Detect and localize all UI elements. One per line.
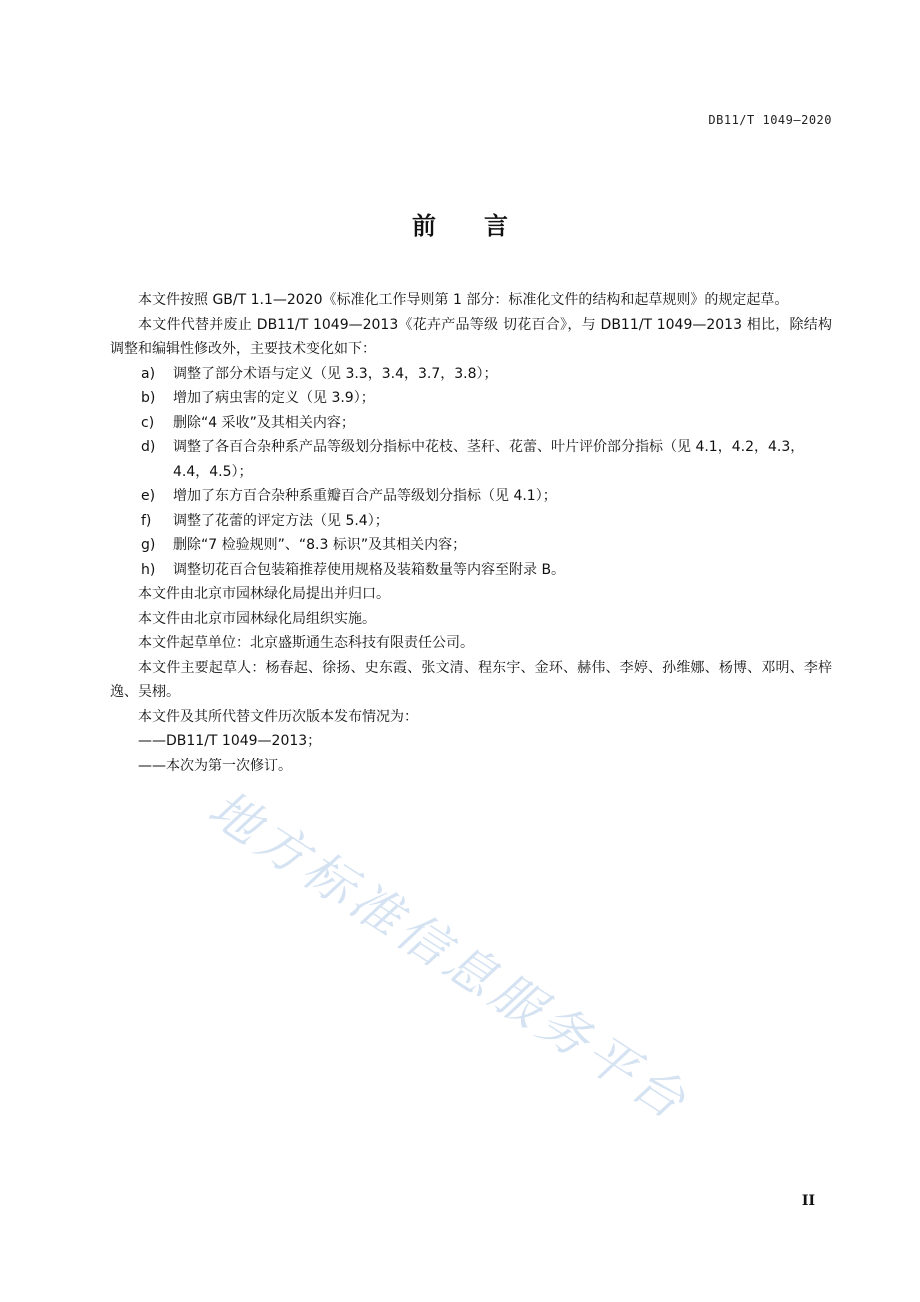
- page-title: [0, 206, 920, 241]
- foreword-body: [110, 288, 832, 778]
- changes-list: [110, 362, 832, 583]
- list-item-text: 增加了病虫害的定义（见 3.9）；: [173, 390, 375, 406]
- document-code: DB11/T 1049—2020: [708, 113, 832, 127]
- list-item-text: 调整了花蕾的评定方法（见 5.4）；: [173, 512, 389, 529]
- list-item: [110, 411, 832, 436]
- paragraph-drafters: 本文件主要起草人：杨春起、徐扬、史东霞、张文清、程东宇、金环、赫伟、李婷、孙维娜、杨博、邓明、李梓逸、吴栩。: [110, 659, 832, 700]
- title-char-2: 言: [484, 212, 508, 240]
- history-item: ——DB11/T 1049—2013；: [138, 733, 322, 749]
- list-marker: d): [141, 439, 156, 455]
- paragraph-drafting-unit: 本文件起草单位：北京盛斯通生态科技有限责任公司。: [138, 635, 474, 651]
- paragraph-implementer: 本文件由北京市园林绿化局组织实施。: [138, 610, 376, 627]
- list-item-text: 调整切花百合包装箱推荐使用规格及装箱数量等内容至附录 B。: [173, 561, 566, 578]
- list-item-text: 增加了东方百合杂种系重瓣百合产品等级划分指标（见 4.1）；: [173, 488, 557, 504]
- watermark-text: 地方标准信息服务平台: [198, 779, 700, 1133]
- list-item: [110, 435, 832, 484]
- list-item: [110, 533, 832, 558]
- list-item-text: 调整了各百合杂种系产品等级划分指标中花枝、茎秆、花蕾、叶片评价部分指标（见 4.1，4.2，4.3，4.4，4.5）；: [173, 439, 805, 480]
- list-marker: c): [141, 414, 155, 431]
- list-marker: b): [141, 390, 156, 406]
- paragraph-drafting-basis: 本文件按照 GB/T 1.1—2020《标准化工作导则第 1 部分：标准化文件的结构和起草规则》的规定起草。: [138, 292, 789, 308]
- list-marker: e): [141, 488, 156, 504]
- list-item-text: 调整了部分术语与定义（见 3.3，3.4，3.7，3.8）；: [173, 365, 498, 382]
- paragraph-replacement: 本文件代替并废止 DB11/T 1049—2013《花卉产品等级 切花百合》，与 DB11/T 1049—2013 相比，除结构调整和编辑性修改外，主要技术变化如下：: [110, 316, 832, 357]
- page-number: II: [801, 1193, 815, 1209]
- list-item: [110, 558, 832, 583]
- list-item: [110, 484, 832, 509]
- list-marker: a): [141, 365, 156, 382]
- title-char-1: 前: [412, 212, 436, 240]
- history-item: ——本次为第一次修订。: [138, 757, 292, 774]
- list-marker: f): [141, 512, 152, 529]
- list-item-text: 删除“7 检验规则”、“8.3 标识”及其相关内容；: [173, 537, 467, 553]
- paragraph-history-intro: 本文件及其所代替文件历次版本发布情况为：: [138, 708, 418, 725]
- list-item: [110, 386, 832, 411]
- list-marker: h): [141, 561, 156, 578]
- paragraph-proposer: 本文件由北京市园林绿化局提出并归口。: [138, 586, 390, 602]
- list-marker: g): [141, 537, 156, 553]
- list-item: [110, 509, 832, 534]
- list-item-text: 删除“4 采收”及其相关内容；: [173, 414, 355, 431]
- list-item: [110, 362, 832, 387]
